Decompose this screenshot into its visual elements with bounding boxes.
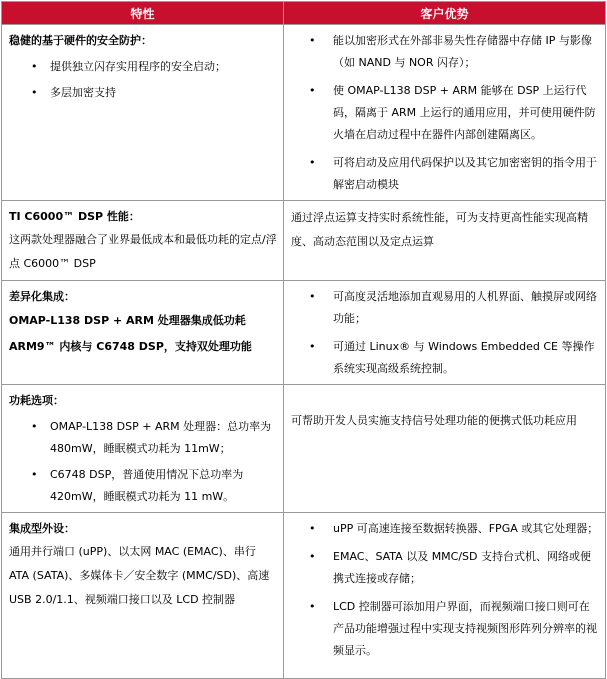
bullet-icon: • xyxy=(31,86,38,99)
benefit-cell xyxy=(284,385,606,513)
bullet-icon: • xyxy=(309,34,316,47)
feature-cell xyxy=(2,385,284,513)
benefit-list xyxy=(291,286,599,380)
feature-cell xyxy=(2,281,284,385)
list-item: • 可通过 Linux® 与 Windows Embedded CE 等操作系统实现高级系统控制。 xyxy=(291,336,599,380)
list-item: • 可高度灵活地添加直观易用的人机界面、触摸屏或网络功能； xyxy=(291,286,599,330)
list-item: • EMAC、SATA 以及 MMC/SD 支持台式机、网络或便携式连接或存储； xyxy=(291,546,599,590)
list-item: • 使 OMAP-L138 DSP + ARM 能够在 DSP 上运行代码，隔离于 ARM 上运行的通用应用，并可使用硬件防火墙在启动过程中在器件内部创建隔离区。 xyxy=(291,80,599,146)
bullet-icon: • xyxy=(309,84,316,97)
list-item: • C6748 DSP，普通使用情况下总功率为 420mW，睡眠模式功耗为 11 mW。 xyxy=(9,464,277,508)
feature-bold-text: OMAP-L138 DSP + ARM 处理器集成低功耗 ARM9™ 内核与 C6748 DSP，支持双处理功能 xyxy=(9,314,252,353)
feature-text: 这两款处理器融合了业界最低成本和最低功耗的定点/浮点 C6000™ DSP xyxy=(9,233,277,270)
benefit-text: 通过浮点运算支持实时系统性能，可为支持更高性能实现高精度、高动态范围以及定点运算 xyxy=(291,211,588,248)
bullet-icon: • xyxy=(31,420,38,433)
feature-text: 通用并行端口 (uPP)、以太网 MAC (EMAC)、串行 ATA (SATA)、多媒体卡／安全数字 (MMC/SD)、高速 USB 2.0/1.1、视频端口接口以及 LCD 控制器 xyxy=(9,545,270,606)
bullet-icon: • xyxy=(309,156,316,169)
feature-title: TI C6000™ DSP 性能： xyxy=(9,210,140,223)
feature-cell xyxy=(2,513,284,679)
list-item: • LCD 控制器可添加用户界面，而视频端口接口则可在产品功能增强过程中实现支持视频图形阵列分辨率的视频显示。 xyxy=(291,596,599,662)
list-item: • 提供独立闪存实用程序的安全启动； xyxy=(9,56,277,78)
bullet-icon: • xyxy=(309,600,316,613)
bullet-icon: • xyxy=(309,550,316,563)
list-item: • uPP 可高速连接至数据转换器、FPGA 或其它处理器； xyxy=(291,518,599,540)
benefit-cell xyxy=(284,281,606,385)
feature-cell xyxy=(2,201,284,281)
benefit-cell xyxy=(284,513,606,679)
bullet-icon: • xyxy=(309,340,316,353)
list-item: • 多层加密支持 xyxy=(9,82,277,104)
header-benefit: 客户优势 xyxy=(284,2,606,25)
benefit-list xyxy=(291,518,599,662)
feature-list xyxy=(9,416,277,508)
list-item: • OMAP-L138 DSP + ARM 处理器：总功率为 480mW，睡眠模式功耗为 11mW； xyxy=(9,416,277,460)
feature-benefit-table xyxy=(1,1,606,679)
bullet-icon: • xyxy=(309,290,316,303)
benefit-cell xyxy=(284,201,606,281)
feature-title: 差异化集成： xyxy=(9,290,75,303)
table-row xyxy=(2,513,606,679)
header-row xyxy=(2,2,606,25)
feature-list xyxy=(9,56,277,104)
feature-title: 功耗选项： xyxy=(9,394,64,407)
header-feature: 特性 xyxy=(2,2,284,25)
feature-title: 稳健的基于硬件的安全防护： xyxy=(9,34,152,47)
benefit-list xyxy=(291,30,599,196)
benefit-text: 可帮助开发人员实施支持信号处理功能的便携式低功耗应用 xyxy=(291,414,577,427)
bullet-icon: • xyxy=(31,468,38,481)
feature-cell xyxy=(2,25,284,201)
list-item: • 能以加密形式在外部非易失性存储器中存储 IP 与影像（如 NAND 与 NOR 闪存）； xyxy=(291,30,599,74)
benefit-cell xyxy=(284,25,606,201)
table-row xyxy=(2,201,606,281)
bullet-icon: • xyxy=(309,522,316,535)
list-item: • 可将启动及应用代码保护以及其它加密密钥的指令用于解密启动模块 xyxy=(291,152,599,196)
table-row xyxy=(2,385,606,513)
bullet-icon: • xyxy=(31,60,38,73)
feature-title: 集成型外设： xyxy=(9,522,75,535)
table-row xyxy=(2,25,606,201)
table-row xyxy=(2,281,606,385)
